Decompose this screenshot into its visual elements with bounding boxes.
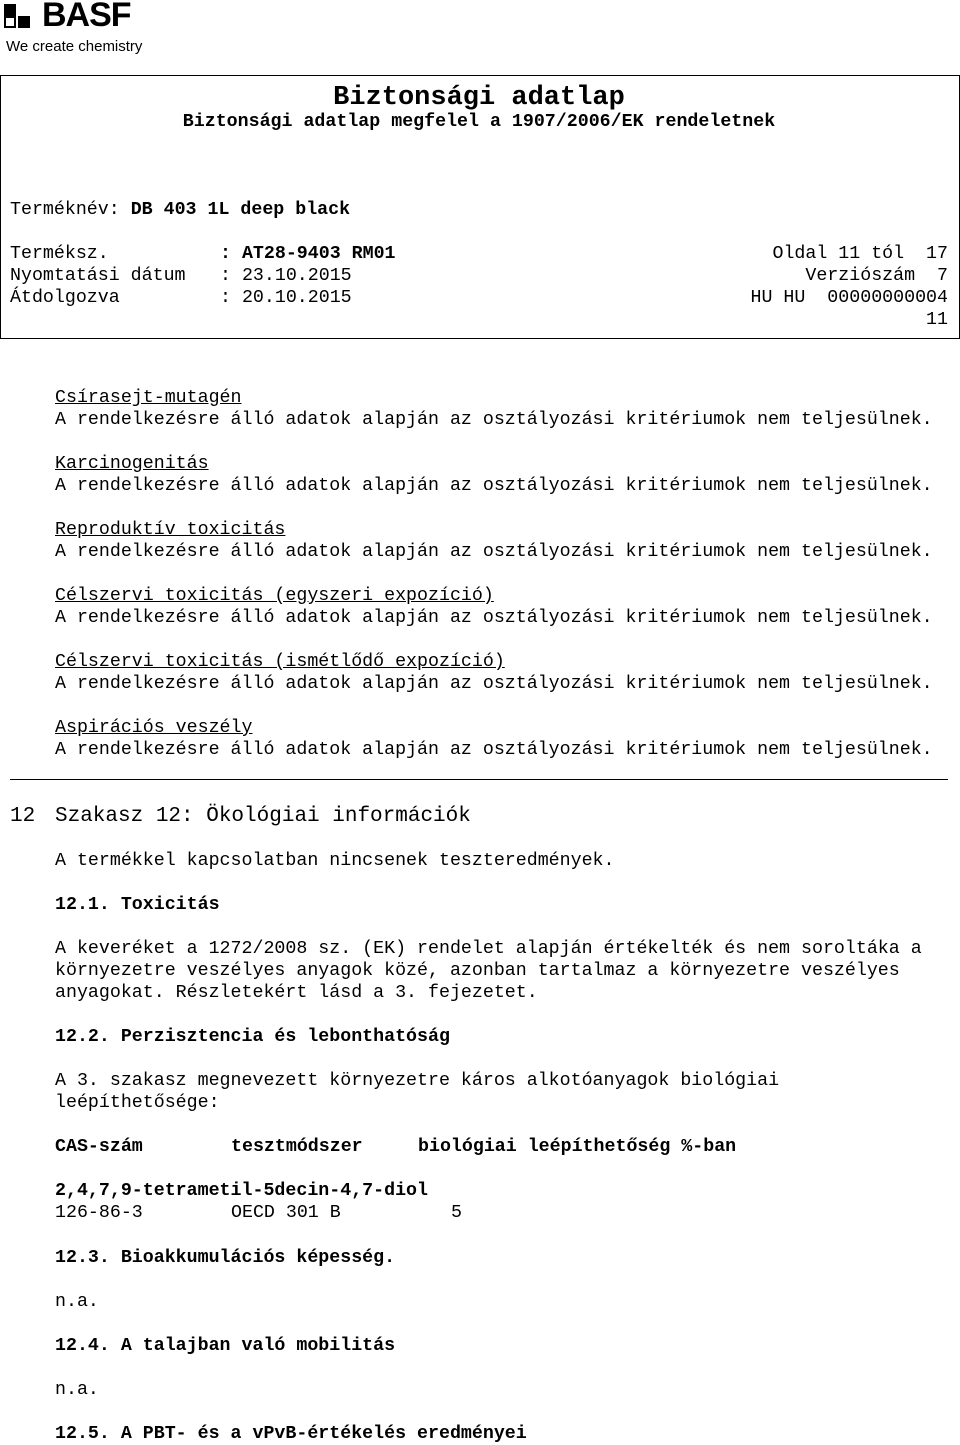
table-cell-method: OECD 301 B: [231, 1203, 341, 1223]
substance-name: 2,4,7,9-tetrametil-5decin-4,7-diol: [55, 1181, 428, 1201]
tox-heading-stot-single: Célszervi toxicitás (egyszeri expozíció): [55, 586, 494, 606]
print-date-value: : 23.10.2015: [220, 266, 352, 286]
table-header-biodegradability: biológiai leépíthetőség %-ban: [418, 1137, 737, 1157]
tox-heading-mutagenicity: Csírasejt-mutagén: [55, 388, 242, 408]
toxicity-text-line-1: A keveréket a 1272/2008 sz. (EK) rendelet alapján értékelték és nem soroltáka a: [55, 939, 922, 959]
product-number-label: Terméksz.: [10, 244, 109, 264]
subsection-persistence-title: 12.2. Perzisztencia és lebonthatóság: [55, 1027, 450, 1047]
product-name-line: [10, 199, 350, 221]
document-title: Biztonsági adatlap: [333, 83, 625, 113]
subsection-bioaccumulation-title: 12.3. Bioakkumulációs képesség.: [55, 1248, 396, 1268]
tox-text-aspiration: A rendelkezésre álló adatok alapján az osztályozási kritériumok nem teljesülnek.: [55, 740, 933, 760]
tox-heading-carcinogenicity: Karcinogenitás: [55, 454, 209, 474]
revision-date-value: : 20.10.2015: [220, 288, 352, 308]
tox-text-stot-single: A rendelkezésre álló adatok alapján az osztályozási kritériumok nem teljesülnek.: [55, 608, 933, 628]
toxicity-text-line-2: környezetre veszélyes anyagok közé, azonban tartalmaz a környezetre veszélyes: [55, 961, 900, 981]
table-header-cas: CAS-szám: [55, 1137, 143, 1157]
revision-date-label: Átdolgozva: [10, 288, 120, 308]
section-divider: [10, 779, 948, 780]
section-intro: A termékkel kapcsolatban nincsenek teszteredmények.: [55, 851, 615, 871]
mobility-value: n.a.: [55, 1380, 99, 1400]
document-code-suffix: 11: [926, 310, 948, 330]
tox-text-stot-repeated: A rendelkezésre álló adatok alapján az osztályozási kritériumok nem teljesülnek.: [55, 674, 933, 694]
table-cell-value: 5: [451, 1203, 462, 1223]
tox-text-reproductive: A rendelkezésre álló adatok alapján az osztályozási kritériumok nem teljesülnek.: [55, 542, 933, 562]
logo-tagline: We create chemistry: [6, 38, 143, 55]
document-code: HU HU 00000000004: [750, 288, 948, 308]
product-name: DB 403 1L deep black: [130, 200, 351, 220]
basf-logo-mark-icon: [4, 4, 36, 28]
document-subtitle: Biztonsági adatlap megfelel a 1907/2006/EK rendeletnek: [182, 112, 776, 132]
product-number-value: : AT28-9403 RM01: [220, 244, 396, 264]
page-info: Oldal 11 tól 17: [772, 244, 948, 264]
persistence-text-line-1: A 3. szakasz megnevezett környezetre káros alkotóanyagok biológiai: [55, 1071, 780, 1091]
basf-logo: [2, 2, 162, 56]
version-number: Verziószám 7: [805, 266, 948, 286]
subsection-mobility-title: 12.4. A talajban való mobilitás: [55, 1336, 396, 1356]
logo-name: BASF: [42, 0, 131, 34]
subsection-pbt-title: 12.5. A PBT- és a vPvB-értékelés eredményei: [55, 1424, 527, 1444]
tox-heading-reproductive: Reproduktív toxicitás: [55, 520, 286, 540]
tox-text-carcinogenicity: A rendelkezésre álló adatok alapján az osztályozási kritériumok nem teljesülnek.: [55, 476, 933, 496]
toxicity-text-line-3: anyagokat. Részletekért lásd a 3. fejezetet.: [55, 983, 538, 1003]
section-title: Szakasz 12: Ökológiai információk: [55, 805, 471, 828]
subsection-toxicity-title: 12.1. Toxicitás: [55, 895, 220, 915]
bioaccumulation-value: n.a.: [55, 1292, 99, 1312]
product-label: Terméknév:: [10, 200, 131, 220]
tox-text-mutagenicity: A rendelkezésre álló adatok alapján az osztályozási kritériumok nem teljesülnek.: [55, 410, 933, 430]
table-cell-cas: 126-86-3: [55, 1203, 143, 1223]
tox-heading-stot-repeated: Célszervi toxicitás (ismétlődő expozíció): [55, 652, 505, 672]
section-number: 12: [10, 805, 36, 828]
print-date-label: Nyomtatási dátum: [10, 266, 186, 286]
tox-heading-aspiration: Aspirációs veszély: [55, 718, 253, 738]
persistence-text-line-2: leépíthetősége:: [55, 1093, 220, 1113]
table-header-method: tesztmódszer: [231, 1137, 363, 1157]
